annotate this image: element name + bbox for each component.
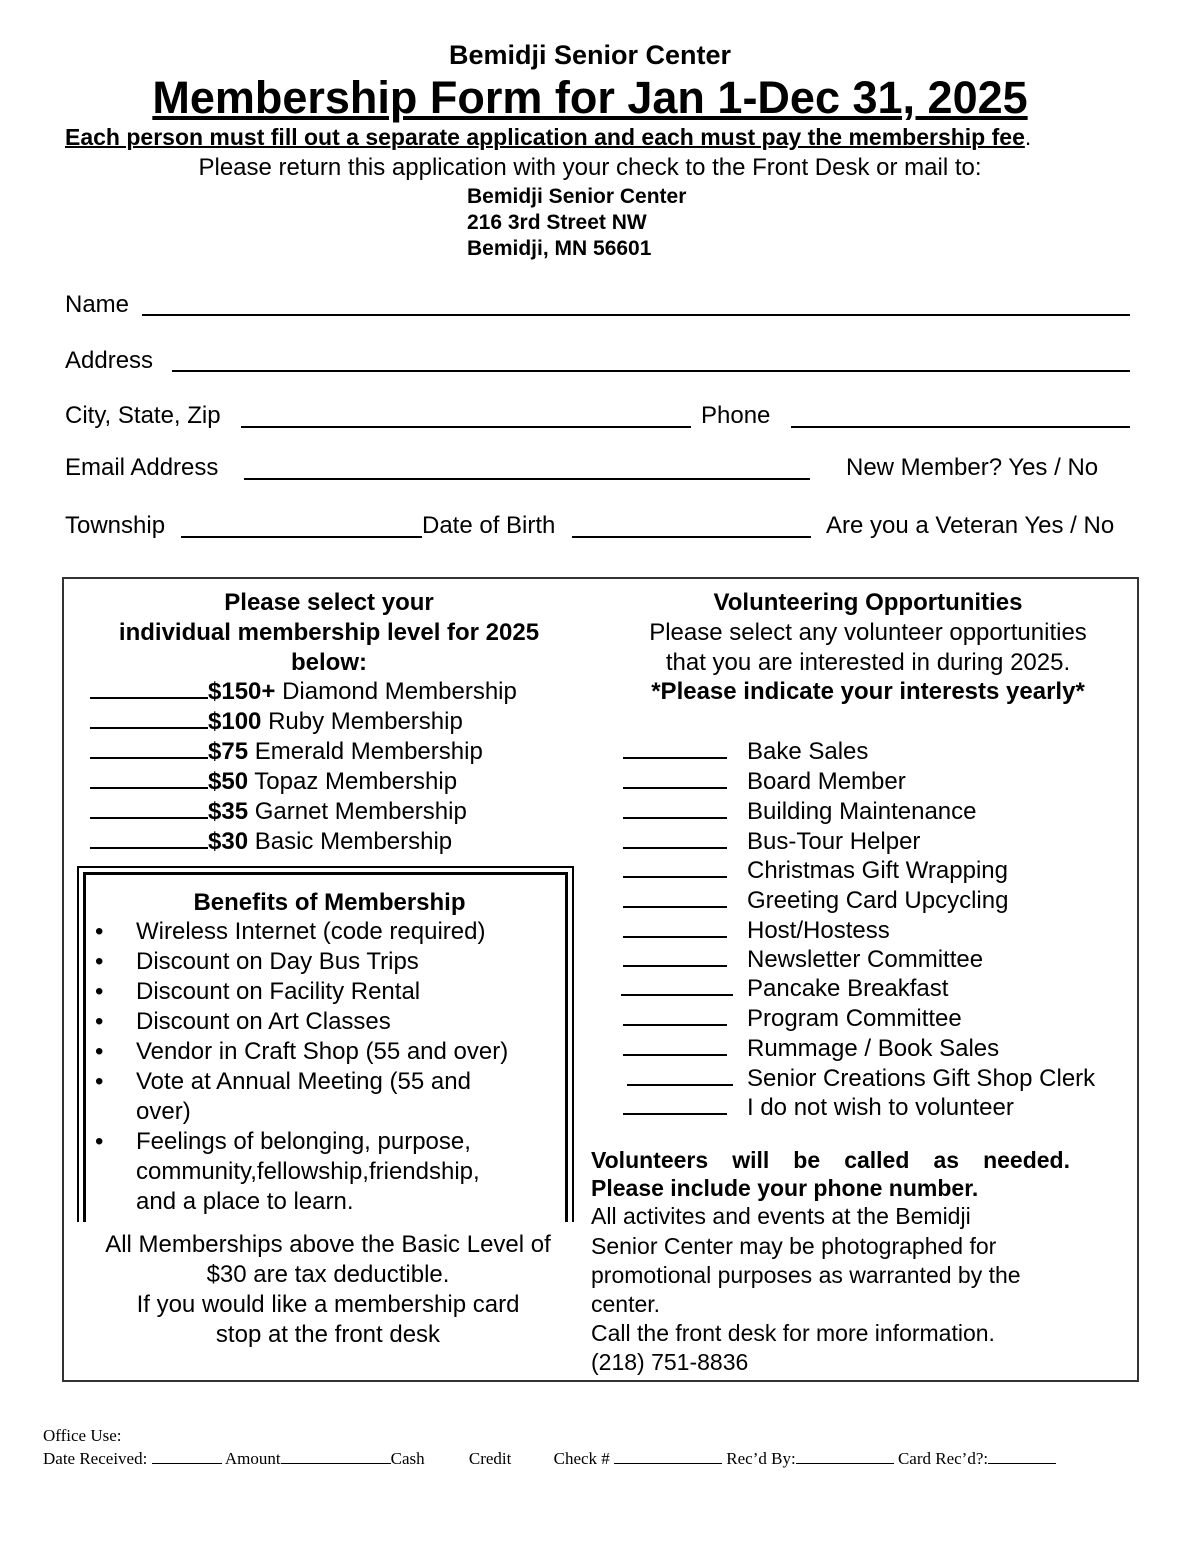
card-note-line1: If you would like a membership card [136, 1291, 520, 1318]
page-title-text: Membership Form for Jan 1-Dec 31, 2025 [152, 72, 1028, 123]
volunteer-option-greeting-card-upcycling[interactable]: Greeting Card Upcycling [623, 886, 1008, 915]
mail-address-line2: 216 3rd Street NW [467, 211, 647, 234]
office-use-heading: Office Use: [43, 1426, 122, 1445]
volunteer-checkbox-line[interactable] [623, 1004, 727, 1026]
volunteer-option-building-maintenance[interactable]: Building Maintenance [623, 797, 977, 826]
fee-notice-text: Each person must fill out a separate application and each must pay the membership fee [65, 124, 1025, 150]
bullet-icon: • [95, 1008, 104, 1035]
volunteer-option-host-hostess[interactable]: Host/Hostess [623, 916, 890, 945]
volunteer-emphasis: *Please indicate your interests yearly* [651, 678, 1085, 705]
photo-notice-line2: Senior Center may be photographed for [591, 1233, 997, 1259]
level-checkbox-line[interactable] [90, 797, 208, 819]
volunteer-checkbox-line[interactable] [623, 767, 727, 789]
volunteer-option-program-committee[interactable]: Program Committee [623, 1004, 962, 1033]
volunteer-checkbox-line[interactable] [623, 945, 727, 967]
credit-option[interactable]: Credit [468, 1449, 512, 1468]
membership-level-diamond[interactable]: $150+ Diamond Membership [90, 677, 517, 706]
check-label: Check # [553, 1449, 610, 1468]
name-label: Name [65, 291, 130, 318]
dob-label: Date of Birth [422, 512, 556, 539]
membership-heading-line2: individual membership level for 2025 [118, 619, 540, 646]
volunteer-intro-line1: Please select any volunteer opportunities [649, 619, 1087, 646]
bullet-icon: • [95, 1038, 104, 1065]
contact-line: Call the front desk for more information. [591, 1320, 995, 1346]
org-name: Bemidji Senior Center [448, 40, 732, 70]
level-checkbox-line[interactable] [90, 767, 208, 789]
bullet-icon: • [95, 948, 104, 975]
volunteer-checkbox-line[interactable] [627, 1064, 733, 1086]
volunteer-checkbox-line[interactable] [623, 1034, 727, 1056]
volunteer-callout-line1: Volunteers will be called as needed. [591, 1147, 1070, 1173]
membership-heading-line3: below: [291, 649, 367, 676]
volunteer-checkbox-line[interactable] [621, 974, 733, 996]
volunteer-option-christmas-gift-wrapping[interactable]: Christmas Gift Wrapping [623, 856, 1008, 885]
dob-field[interactable] [572, 536, 811, 538]
benefit-item: • Discount on Day Bus Trips [95, 948, 419, 975]
level-checkbox-line[interactable] [90, 707, 208, 729]
volunteer-option-board-member[interactable]: Board Member [623, 767, 906, 796]
email-label: Email Address [65, 454, 219, 481]
level-checkbox-line[interactable] [90, 677, 208, 699]
tax-note-line2: $30 are tax deductible. [206, 1261, 450, 1288]
volunteer-option-pancake-breakfast[interactable]: Pancake Breakfast [621, 974, 948, 1003]
membership-level-topaz[interactable]: $50 Topaz Membership [90, 767, 457, 796]
photo-notice-line3: promotional purposes as warranted by the [591, 1262, 1021, 1288]
cash-option[interactable]: Cash [390, 1449, 425, 1468]
phone-label: Phone [701, 402, 771, 429]
township-field[interactable] [181, 536, 422, 538]
township-label: Township [65, 512, 166, 539]
membership-heading-line1: Please select your [224, 589, 434, 616]
tax-note-line1: All Memberships above the Basic Level of [105, 1231, 551, 1258]
city-state-zip-field[interactable] [241, 426, 691, 428]
fee-notice: Each person must fill out a separate application and each must pay the membership fee. [65, 124, 1032, 150]
check-number-field[interactable] [614, 1450, 722, 1464]
membership-level-garnet[interactable]: $35 Garnet Membership [90, 797, 467, 826]
volunteer-option-newsletter-committee[interactable]: Newsletter Committee [623, 945, 983, 974]
address-label: Address [65, 347, 154, 374]
amount-field[interactable] [281, 1450, 391, 1464]
email-field[interactable] [244, 478, 810, 480]
return-instructions: Please return this application with your check to the Front Desk or mail to: [198, 154, 982, 181]
level-checkbox-line[interactable] [90, 737, 208, 759]
card-recd-label: Card Rec’d?: [897, 1449, 989, 1468]
volunteer-checkbox-line[interactable] [623, 1093, 727, 1115]
name-field[interactable] [142, 314, 1130, 316]
volunteer-checkbox-line[interactable] [623, 886, 727, 908]
benefits-heading: Benefits of Membership [193, 889, 466, 916]
phone-field[interactable] [791, 426, 1130, 428]
benefit-item-continued: over) [136, 1098, 191, 1125]
date-received-label: Date Received: [43, 1449, 148, 1468]
level-checkbox-line[interactable] [90, 827, 208, 849]
volunteer-option-do-not-volunteer[interactable]: I do not wish to volunteer [623, 1093, 1014, 1122]
benefit-item: • Vendor in Craft Shop (55 and over) [95, 1038, 509, 1065]
volunteer-callout-line2: Please include your phone number. [591, 1175, 979, 1201]
volunteer-heading: Volunteering Opportunities [713, 589, 1023, 616]
volunteer-option-rummage-book-sales[interactable]: Rummage / Book Sales [623, 1034, 999, 1063]
card-note-line2: stop at the front desk [215, 1321, 441, 1348]
address-field[interactable] [172, 370, 1130, 372]
contact-phone: (218) 751-8836 [591, 1349, 749, 1375]
benefit-item: • Discount on Art Classes [95, 1008, 391, 1035]
volunteer-option-gift-shop-clerk[interactable]: Senior Creations Gift Shop Clerk [627, 1064, 1095, 1093]
volunteer-checkbox-line[interactable] [623, 737, 727, 759]
benefit-item: • Vote at Annual Meeting (55 and [95, 1068, 471, 1095]
volunteer-checkbox-line[interactable] [623, 856, 727, 878]
date-received-field[interactable] [152, 1450, 222, 1464]
new-member-question[interactable]: New Member? Yes / No [846, 454, 1099, 481]
card-recd-field[interactable] [988, 1450, 1056, 1464]
page-title [0, 72, 1180, 124]
recd-by-field[interactable] [796, 1450, 894, 1464]
membership-level-emerald[interactable]: $75 Emerald Membership [90, 737, 483, 766]
membership-level-basic[interactable]: $30 Basic Membership [90, 827, 452, 856]
mail-address-line3: Bemidji, MN 56601 [467, 237, 652, 260]
volunteer-checkbox-line[interactable] [623, 797, 727, 819]
mail-address-line1: Bemidji Senior Center [467, 185, 687, 208]
city-state-zip-label: City, State, Zip [65, 402, 221, 429]
bullet-icon: • [95, 978, 104, 1005]
benefit-item-continued: and a place to learn. [136, 1188, 354, 1215]
photo-notice-line1: All activites and events at the Bemidji [591, 1203, 971, 1229]
bullet-icon: • [95, 1068, 104, 1095]
volunteer-checkbox-line[interactable] [623, 827, 727, 849]
benefit-item: • Wireless Internet (code required) [95, 918, 486, 945]
benefit-item: • Discount on Facility Rental [95, 978, 421, 1005]
volunteer-option-bake-sales[interactable]: Bake Sales [623, 737, 868, 766]
recd-by-label: Rec’d By: [726, 1449, 796, 1468]
benefit-item: • Feelings of belonging, purpose, [95, 1128, 471, 1155]
volunteer-intro-line2: that you are interested in during 2025. [665, 649, 1071, 676]
membership-level-ruby[interactable]: $100 Ruby Membership [90, 707, 463, 736]
office-use-row [43, 1449, 1056, 1469]
benefit-item-continued: community,fellowship,friendship, [136, 1158, 480, 1185]
bullet-icon: • [95, 1128, 104, 1155]
bullet-icon: • [95, 918, 104, 945]
photo-notice-line4: center. [591, 1291, 661, 1317]
amount-label: Amount [224, 1449, 281, 1468]
veteran-question[interactable]: Are you a Veteran Yes / No [826, 512, 1115, 539]
volunteer-option-bus-tour-helper[interactable]: Bus-Tour Helper [623, 827, 920, 856]
volunteer-checkbox-line[interactable] [623, 916, 727, 938]
